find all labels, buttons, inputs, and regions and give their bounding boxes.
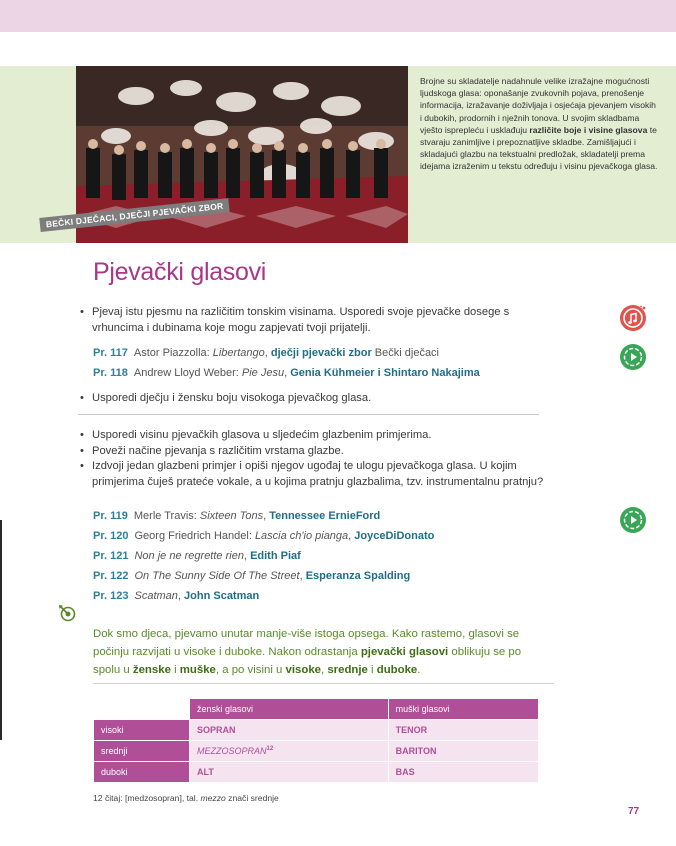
- photo-caption: BEČKI DJEČACI, DJEČJI PJEVAČKI ZBOR: [39, 198, 230, 232]
- summary-part: i: [170, 664, 180, 676]
- table-cell: SOPRAN: [190, 720, 389, 741]
- example-row: [93, 366, 480, 380]
- section-heading: Pjevački glasovi: [93, 258, 267, 286]
- example-title: Lascia ch'io pianga: [254, 530, 349, 542]
- example-number: Pr. 121: [93, 550, 129, 562]
- example-title: Sixteen Tons: [199, 510, 264, 522]
- task-list-1: [78, 305, 544, 336]
- summary-part: ,: [321, 664, 328, 676]
- table-row: [94, 741, 539, 762]
- listening-icon[interactable]: [620, 507, 646, 533]
- summary-emphasis: srednje: [327, 664, 368, 676]
- table-row: [94, 762, 539, 783]
- row-label: duboki: [94, 762, 190, 783]
- intro-text: [420, 75, 660, 173]
- task-item: • Usporedi dječju i žensku boju visokoga pjevačkog glasa.: [78, 391, 544, 407]
- example-performer: Tennessee ErnieFord: [269, 510, 381, 522]
- task-list-2: [78, 391, 544, 407]
- example-number: Pr. 122: [93, 570, 129, 582]
- example-separator: ,: [264, 347, 271, 359]
- table-cell: BARITON: [388, 741, 538, 762]
- table-header: muški glasovi: [388, 699, 538, 720]
- intro-text-part: Brojne su skladatelje nadahnule velike izražajne mogućnosti ljudskoga glasa: oponašanje zvukovnih pojava, prenošenje informacija, izražavanje doživljaja i osjećaja pjevanjem visokih i dubokih, prodornih i nježnih tonova. U svojim skladbama vješto isprepleću i usklađuju: [420, 76, 656, 135]
- example-separator: ,: [348, 530, 355, 542]
- example-separator: ,: [177, 590, 185, 602]
- example-row: [93, 529, 434, 543]
- example-title: Non je ne regrette rien: [134, 550, 244, 562]
- intro-text-part: te stvaraju zanimljive i prepoznatljive skladbe. Zamišljajući i skladajući glazbu na tekstualni predložak, skladatelji prema idejama izraženim u tekstu određuju i visinu pjevačkoga glasa.: [420, 124, 658, 172]
- example-number: Pr. 123: [93, 590, 129, 602]
- table-cell: BAS: [388, 762, 538, 783]
- task-item: • Izdvoji jedan glazbeni primjer i opiši njegov ugođaj te ulogu pjevačkoga glasa. U kojim primjerima čuješ prateće vokale, a u kojima pratnju glazbalima, tzv. instrumentalnu pratnju?: [78, 459, 544, 490]
- row-label: visoki: [94, 720, 190, 741]
- example-performer: Genia Kühmeier i Shintaro Nakajima: [290, 367, 480, 379]
- example-row: [93, 589, 259, 603]
- example-performer: JoyceDiDonato: [354, 530, 435, 542]
- example-performer: Edith Piaf: [250, 550, 301, 562]
- summary-part: , a po visini u: [215, 664, 286, 676]
- divider: [93, 683, 554, 684]
- voice-table: [93, 698, 539, 783]
- summary-emphasis: ženske: [132, 664, 171, 676]
- example-separator: ,: [299, 570, 306, 582]
- row-label: srednji: [94, 741, 190, 762]
- summary-emphasis: muške: [179, 664, 216, 676]
- table-corner: [94, 699, 190, 720]
- table-header: ženski glasovi: [190, 699, 389, 720]
- example-number: Pr. 120: [93, 530, 129, 542]
- task-list-3: [78, 428, 544, 490]
- task-item: • Usporedi visinu pjevačkih glasova u sljedećim glazbenim primjerima.: [78, 428, 544, 444]
- top-color-band: [0, 0, 676, 32]
- intro-text-emphasis: različite boje i visine glasova: [529, 124, 648, 135]
- table-row: [94, 720, 539, 741]
- table-cell: [190, 741, 389, 762]
- summary-emphasis: duboke: [376, 664, 418, 676]
- example-separator: ,: [263, 510, 270, 522]
- example-performer-rest: Bečki dječaci: [371, 347, 440, 359]
- example-performer: John Scatman: [184, 590, 260, 602]
- example-title: Pie Jesu: [241, 367, 285, 379]
- task-item: • Poveži načine pjevanja s različitim vrstama glazbe.: [78, 444, 544, 460]
- example-composer: Georg Friedrich Handel:: [134, 530, 255, 542]
- example-row: [93, 509, 380, 523]
- example-separator: ,: [243, 550, 251, 562]
- page-edge: [0, 520, 2, 740]
- task-item: • Pjevaj istu pjesmu na različitim tonskim visinama. Usporedi svoje pjevačke dosege s vrhuncima i dubinama koje mogu zapjevati tvoji prijatelji.: [78, 305, 544, 336]
- music-note-icon: [620, 305, 646, 331]
- summary-part: oblikuju se po spolu u: [93, 646, 522, 676]
- example-title: Libertango: [212, 347, 265, 359]
- example-row: [93, 346, 439, 360]
- footnote-italic: mezzo: [200, 793, 226, 803]
- example-composer: Merle Travis:: [133, 510, 200, 522]
- table-header-row: [94, 699, 539, 720]
- summary-part: .: [417, 664, 421, 676]
- summary-part: Dok smo djeca, pjevamo unutar manje-više istoga opsega. Kako rastemo, glasovi se počinju razvijati u visoke i duboke. Nakon odrastanja: [93, 628, 520, 658]
- example-composer: Astor Piazzolla:: [133, 347, 213, 359]
- example-number: Pr. 119: [93, 510, 128, 522]
- example-performer: Esperanza Spalding: [305, 570, 411, 582]
- listening-icon[interactable]: [620, 344, 646, 370]
- divider: [78, 414, 539, 415]
- example-title: Scatman: [134, 590, 178, 602]
- summary-emphasis: pjevački glasovi: [360, 646, 449, 658]
- footnote-ref: 12: [266, 746, 274, 752]
- example-number: Pr. 118: [93, 367, 128, 379]
- example-composer: Andrew Lloyd Weber:: [133, 367, 242, 379]
- example-row: [93, 549, 301, 563]
- example-performer: dječji pjevački zbor: [270, 347, 372, 359]
- summary-text: [93, 625, 543, 679]
- summary-part: i: [367, 664, 377, 676]
- target-icon: [58, 604, 76, 622]
- footnote-part: 12 čitaj: [medzosopran], tal.: [93, 793, 201, 803]
- footnote-part: znači srednje: [225, 793, 279, 803]
- footnote: [93, 793, 279, 803]
- table-cell: ALT: [190, 762, 389, 783]
- page-number: 77: [628, 806, 640, 817]
- example-separator: ,: [284, 367, 291, 379]
- example-row: [93, 569, 410, 583]
- example-title: On The Sunny Side Of The Street: [134, 570, 300, 582]
- example-number: Pr. 117: [93, 347, 128, 359]
- cell-text: MEZZOSOPRAN: [197, 746, 267, 756]
- summary-emphasis: visoke: [285, 664, 321, 676]
- table-cell: TENOR: [388, 720, 538, 741]
